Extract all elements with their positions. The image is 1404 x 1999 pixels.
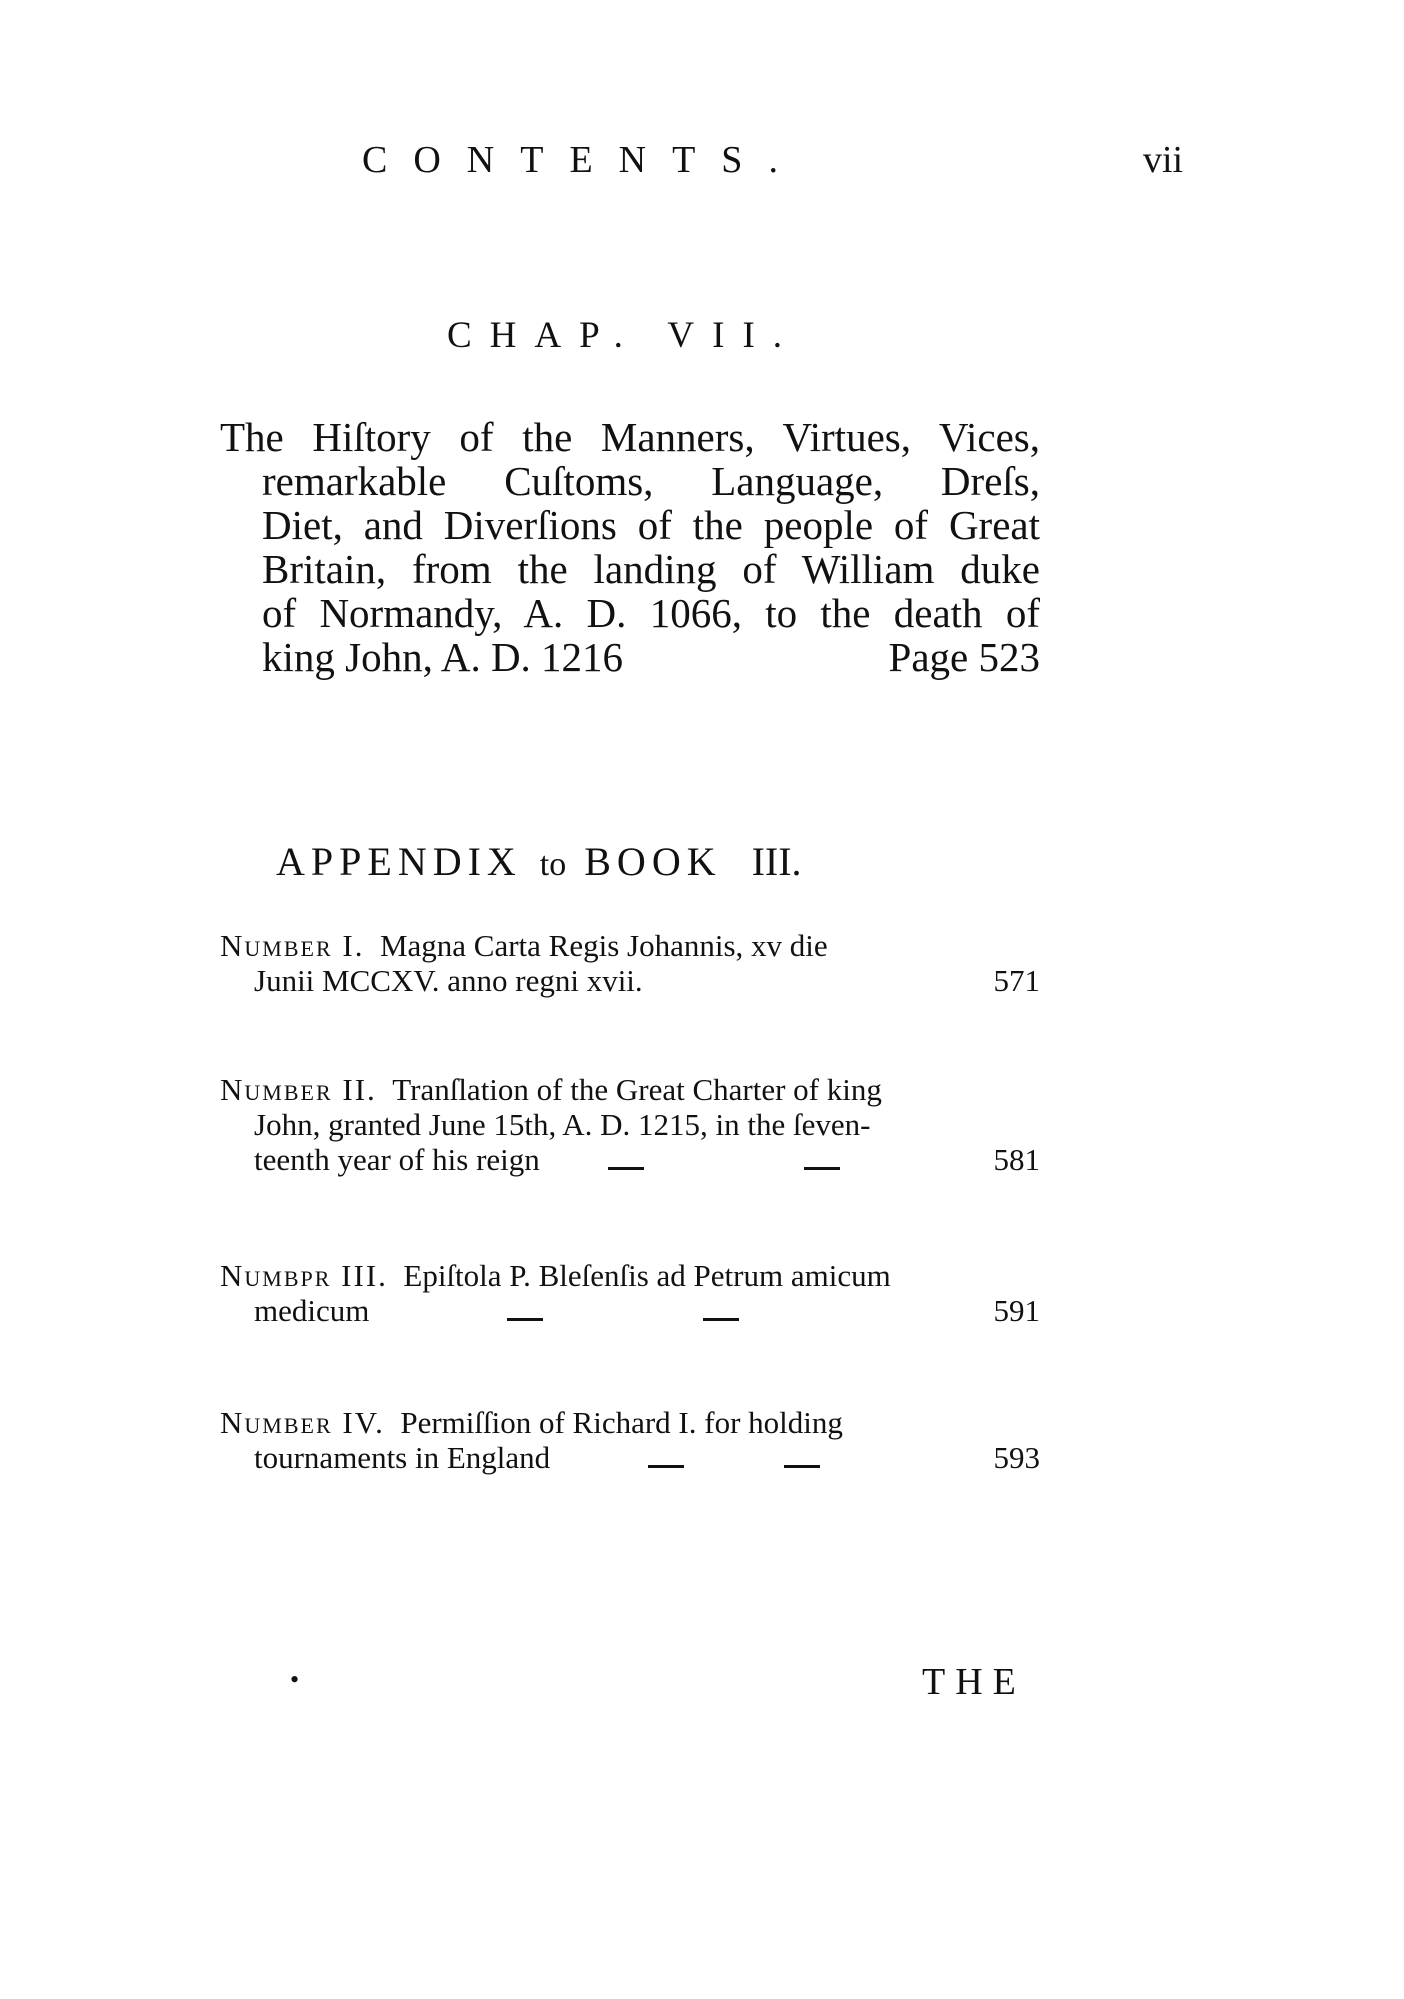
appendix-number: III. [751, 839, 802, 884]
chapter-line: remarkable Cuſtoms, Language, Dreſs, [262, 458, 1040, 504]
entry-row [220, 1293, 1040, 1328]
ink-mark: • [290, 1665, 300, 1694]
leader-dashes [507, 1318, 739, 1321]
dash [784, 1465, 820, 1468]
entry-page: 593 [993, 1440, 1040, 1475]
entry-text: teenth year of his reign [254, 1142, 540, 1177]
entry-row [220, 1258, 1040, 1293]
entry-row [220, 1107, 1040, 1142]
entry-text: Junii MCCXV. anno regni xvii. [254, 963, 643, 998]
appendix-word: APPENDIX [276, 839, 522, 884]
chapter-line: Britain, from the landing of William duke [262, 546, 1040, 592]
entry-row [220, 1440, 1040, 1475]
dash [648, 1465, 684, 1468]
catchword: THE [922, 1661, 1026, 1703]
chapter-line: king John, A. D. 1216 [262, 634, 624, 680]
chapter-line: of Normandy, A. D. 1066, to the death of [262, 590, 1040, 636]
entry-text: Magna Carta Regis Johannis, xv die [379, 928, 828, 963]
chapter-heading: CHAP. VII. [447, 315, 801, 356]
dash [703, 1318, 739, 1321]
leader-dashes [648, 1465, 820, 1468]
appendix-entry-4 [220, 1405, 1040, 1475]
entry-text: medicum [254, 1293, 370, 1328]
entry-row [220, 963, 1040, 998]
dash [804, 1167, 840, 1170]
appendix-entry-1 [220, 928, 1040, 998]
chapter-last-line [220, 635, 1040, 679]
appendix-entry-2 [220, 1072, 1040, 1177]
entry-row [220, 1072, 1040, 1107]
entry-text: Tranſlation of the Great Charter of king [392, 1072, 882, 1107]
running-head: CONTENTS. [362, 139, 804, 181]
chapter-line: Diet, and Diverſions of the people of Great [262, 502, 1040, 548]
entry-row [220, 1405, 1040, 1440]
chapter-entry [220, 415, 1040, 679]
chapter-line: The Hiſtory of the Manners, Virtues, Vices, [220, 414, 1040, 460]
appendix-entry-3 [220, 1258, 1040, 1328]
appendix-book: BOOK [584, 839, 722, 884]
entry-page: 581 [993, 1142, 1040, 1177]
entry-label: Number II. [220, 1072, 377, 1107]
page-number: vii [1143, 139, 1184, 181]
entry-label: Number I. [220, 928, 365, 963]
entry-label: Number IV. [220, 1405, 385, 1440]
entry-text: Permiſſion of Richard I. for holding [400, 1405, 843, 1440]
entry-text: John, granted June 15th, A. D. 1215, in the ſeven- [254, 1107, 871, 1142]
entry-label: Numbpr III. [220, 1258, 388, 1293]
entry-row [220, 928, 1040, 963]
entry-row [220, 1142, 1040, 1177]
dash [608, 1167, 644, 1170]
entry-text: tournaments in England [254, 1440, 551, 1475]
leader-dashes [608, 1167, 840, 1170]
dash [507, 1318, 543, 1321]
chapter-page-ref: Page 523 [888, 634, 1040, 680]
entry-page: 571 [993, 963, 1040, 998]
appendix-heading [276, 838, 802, 885]
appendix-to: to [539, 846, 567, 883]
entry-page: 591 [993, 1293, 1040, 1328]
entry-text: Epiſtola P. Bleſenſis ad Petrum amicum [403, 1258, 891, 1293]
